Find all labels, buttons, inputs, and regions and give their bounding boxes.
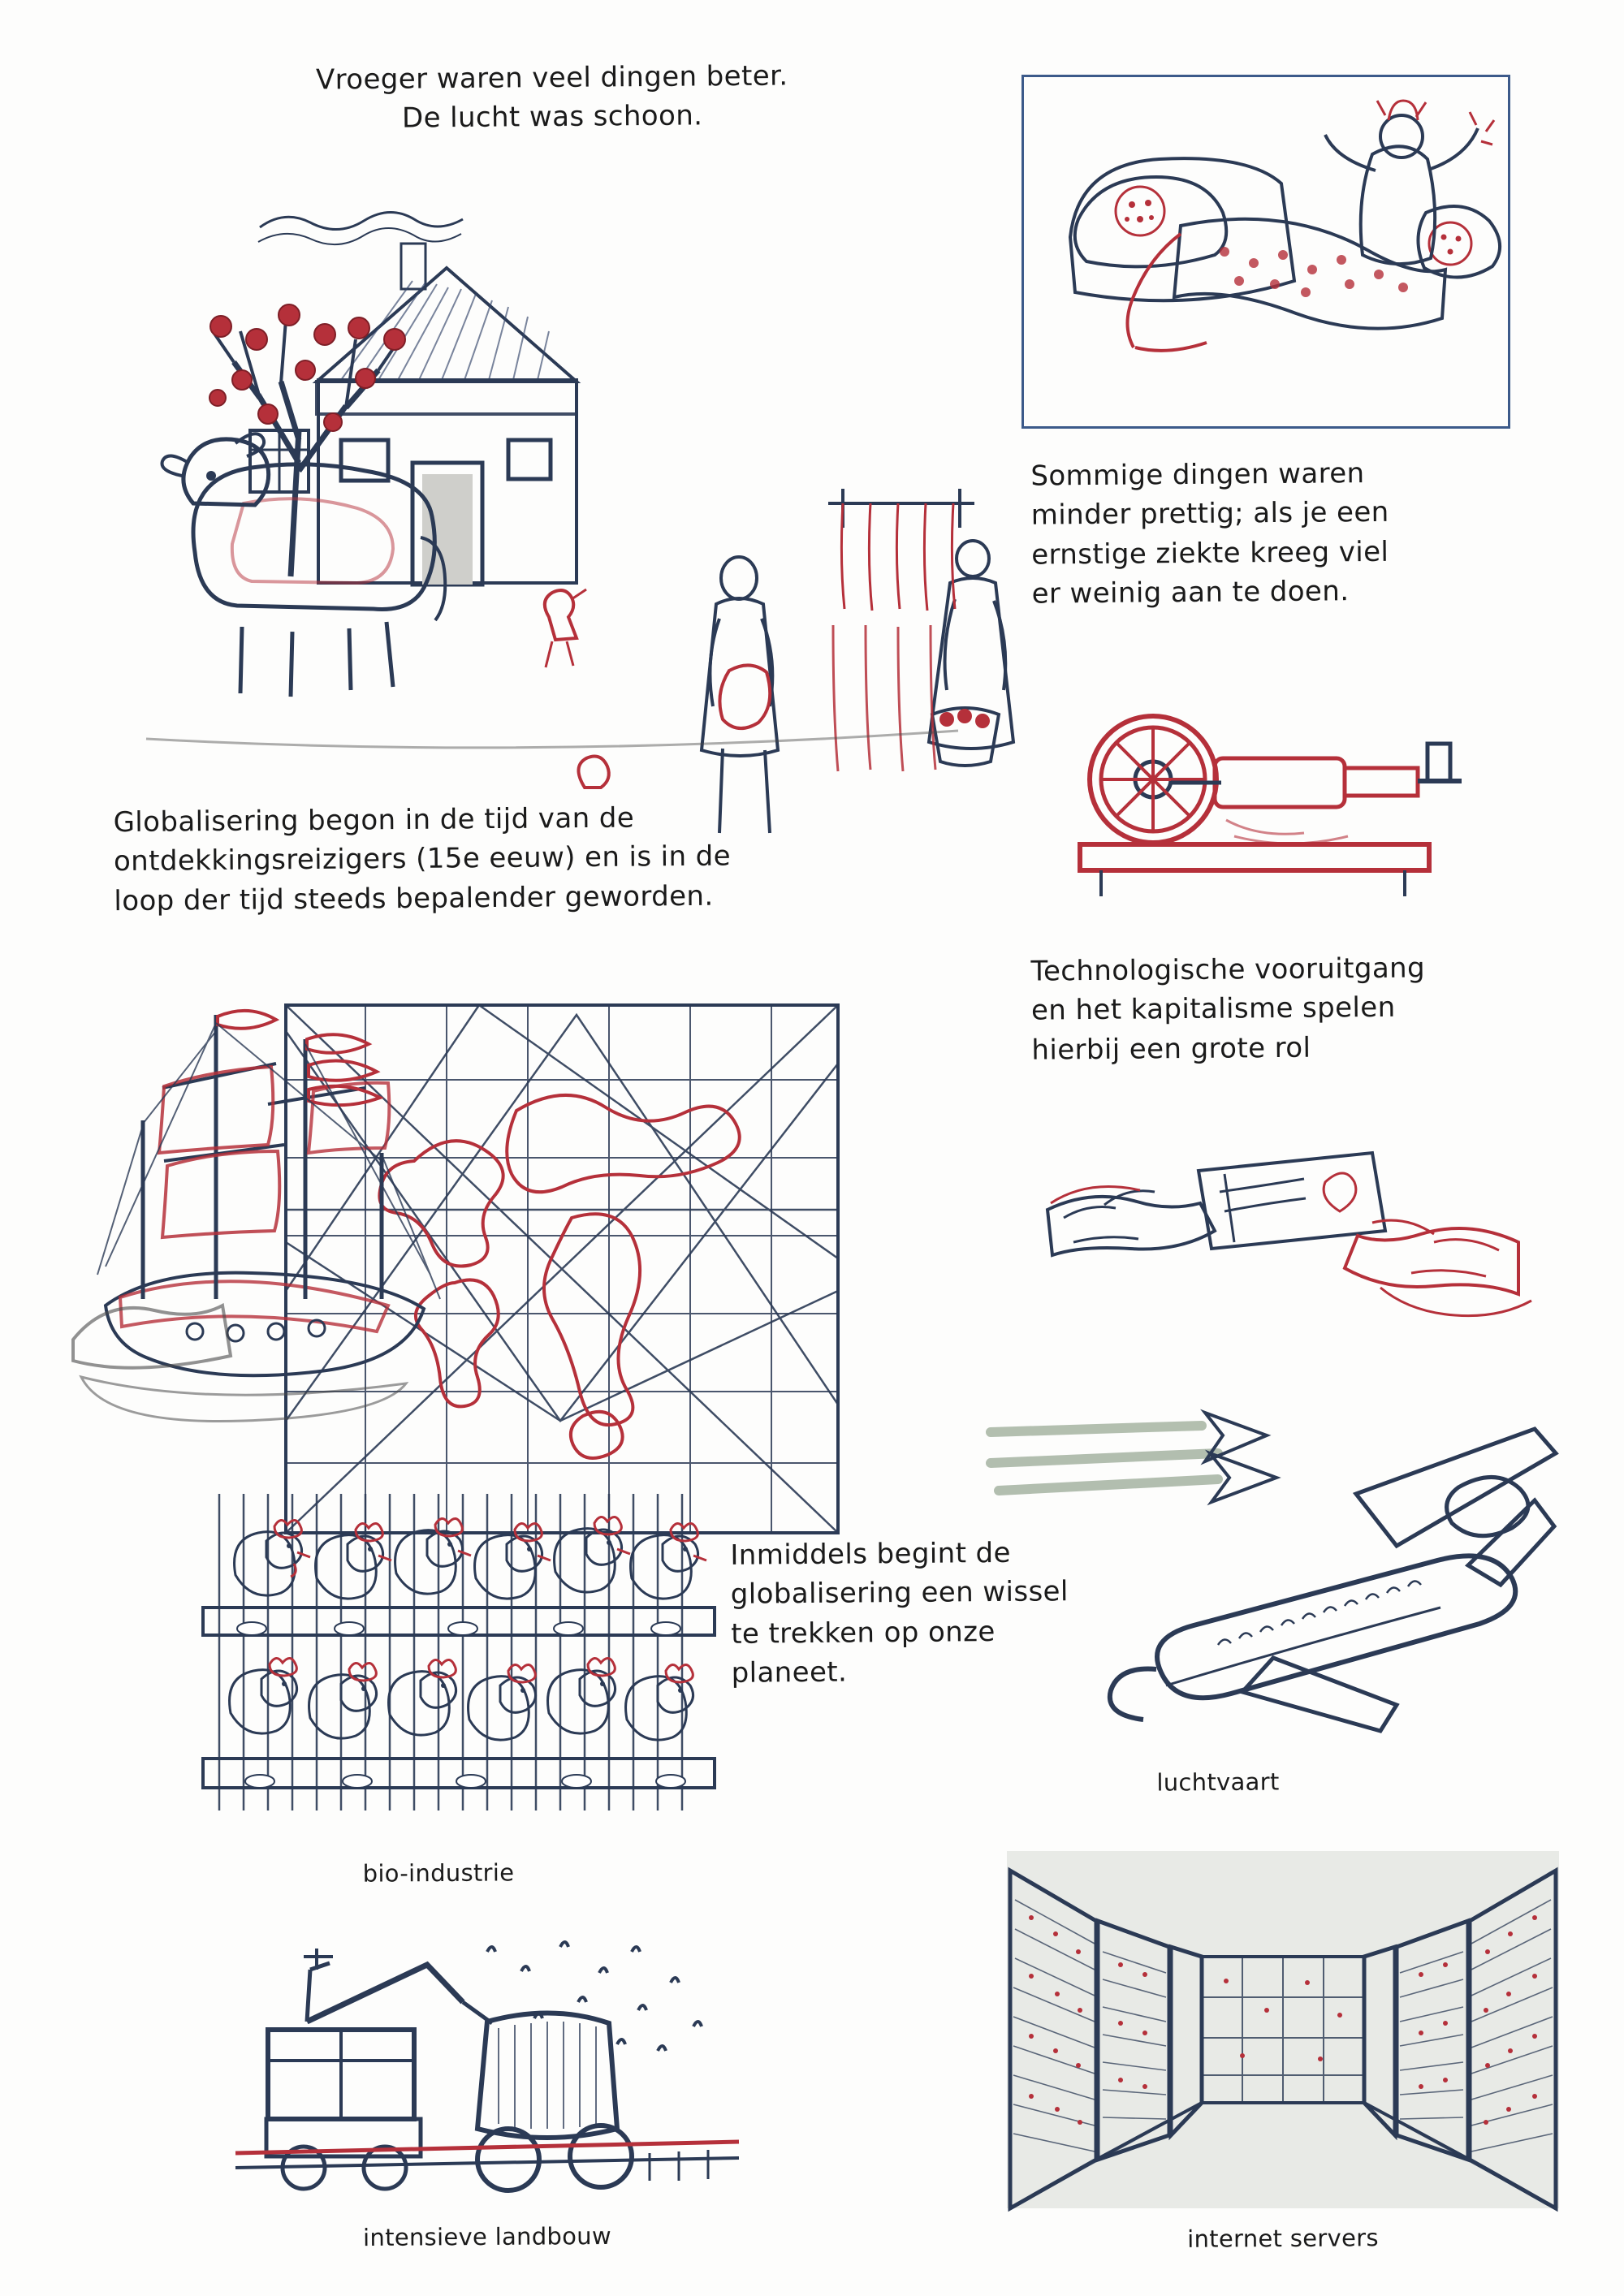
caption-globalisation: Globalisering begon in de tijd van de ontdekkingsreizigers (15e eeuw) en is in de loop der tijd steeds bepalender geworden. — [113, 801, 732, 917]
illustration-airplane — [974, 1396, 1567, 1762]
label-bio-industrie: bio-industrie — [362, 1858, 515, 1888]
illustration-farm — [97, 122, 974, 771]
illustration-steam-engine — [1023, 698, 1527, 926]
illustration-credit-card — [1031, 1120, 1535, 1356]
caption-technology: Technologische vooruitgang en het kapitalisme spelen hierbij een grote rol — [1030, 952, 1426, 1067]
caption-intro: Vroeger waren veel dingen beter. De lucht was schoon. — [315, 59, 788, 135]
illustration-sickbed — [1021, 75, 1510, 429]
label-intensieve-landbouw: intensieve landbouw — [362, 2221, 612, 2252]
caption-illness: Sommige dingen waren minder prettig; als je een ernstige ziekte kreeg viel er weinig aan te doen. — [1030, 457, 1389, 611]
illustration-servers — [999, 1843, 1567, 2225]
illustration-ship-map — [73, 917, 950, 1453]
label-luchtvaart: luchtvaart — [1156, 1767, 1280, 1797]
illustration-chickens — [203, 1486, 715, 1835]
caption-planet: Inmiddels begint de globalisering een wissel te trekken op onze planeet. — [730, 1536, 1069, 1690]
label-internet-servers: internet servers — [1187, 2224, 1379, 2253]
illustration-harvester — [219, 1924, 755, 2225]
